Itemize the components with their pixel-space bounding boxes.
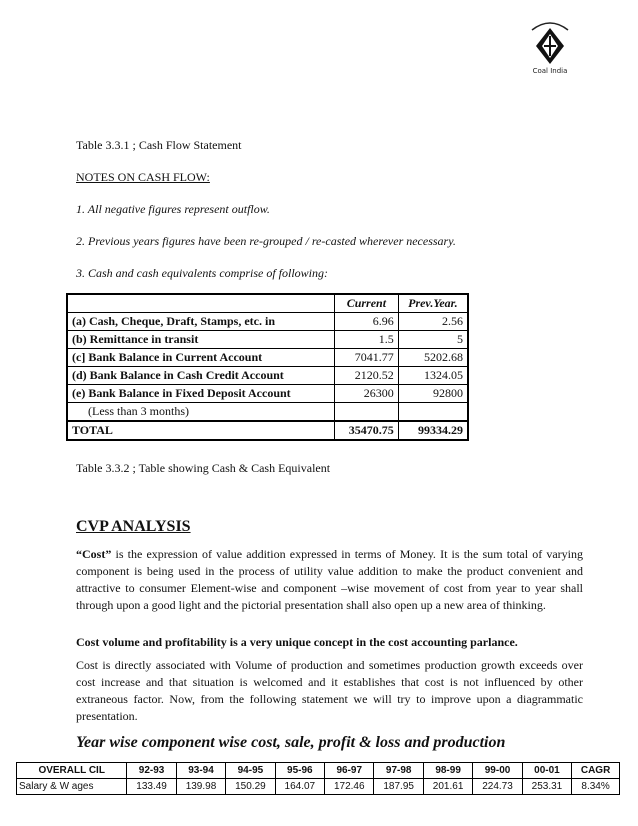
col-header: 99-00 (473, 763, 522, 779)
cell: 139.98 (176, 779, 225, 795)
table-row (67, 349, 468, 367)
row-prev: 92800 (398, 385, 468, 403)
cost-term: “Cost” (76, 547, 112, 561)
table-header-row (67, 294, 468, 313)
cell: 224.73 (473, 779, 522, 795)
col-header: CAGR (572, 763, 620, 779)
col-header: 97-98 (374, 763, 423, 779)
col-header: 94-95 (226, 763, 275, 779)
note-2: 2. Previous years figures have been re-grouped / re-casted wherever necessary. (76, 234, 456, 248)
cash-equivalents-table (66, 293, 469, 441)
cell: Salary & W ages (17, 779, 127, 795)
header-current: Current (335, 294, 399, 313)
row-label: (a) Cash, Cheque, Draft, Stamps, etc. in (67, 313, 335, 331)
row-current: 1.5 (335, 331, 399, 349)
coal-india-logo (518, 12, 582, 76)
cvp-paragraph-2: Cost volume and profitability is a very unique concept in the cost accounting parlance. (76, 635, 518, 649)
table-row (67, 367, 468, 385)
cell: 8.34% (572, 779, 620, 795)
row-current (335, 403, 399, 422)
overall-cil-table (16, 762, 620, 795)
col-header: 00-01 (522, 763, 571, 779)
col-header: OVERALL CIL (17, 763, 127, 779)
table-row (67, 385, 468, 403)
notes-heading: NOTES ON CASH FLOW: (76, 170, 210, 184)
cvp-heading: CVP ANALYSIS (76, 518, 191, 535)
row-label: (e) Bank Balance in Fixed Deposit Account (67, 385, 335, 403)
table-row (67, 313, 468, 331)
cvp-paragraph-1 (76, 546, 583, 614)
table-row (17, 779, 620, 795)
note-3: 3. Cash and cash equivalents comprise of following: (76, 266, 328, 280)
row-prev (398, 403, 468, 422)
table1-caption: Table 3.3.1 ; Cash Flow Statement (76, 138, 242, 152)
cvp-paragraph-3: Cost is directly associated with Volume of production and sometimes production growth exceeds over cost increase and that situation is welcomed and it establishes that cost is not influenced by other extraneous factor. Now, from the following statement we will try to improve upon a diagrammatic presentation. (76, 658, 583, 723)
total-current: 35470.75 (335, 421, 399, 440)
row-prev: 2.56 (398, 313, 468, 331)
col-header: 96-97 (325, 763, 374, 779)
note-1: 1. All negative figures represent outflow. (76, 202, 270, 216)
table-row (67, 403, 468, 422)
total-row (67, 421, 468, 440)
cell: 150.29 (226, 779, 275, 795)
row-current: 7041.77 (335, 349, 399, 367)
row-current: 2120.52 (335, 367, 399, 385)
cell: 164.07 (275, 779, 324, 795)
row-current: 26300 (335, 385, 399, 403)
cell: 187.95 (374, 779, 423, 795)
row-label: (c] Bank Balance in Current Account (67, 349, 335, 367)
table-row (67, 331, 468, 349)
year-wise-heading: Year wise component wise cost, sale, profit & loss and production (76, 734, 506, 751)
total-prev: 99334.29 (398, 421, 468, 440)
header-prev-year: Prev.Year. (398, 294, 468, 313)
row-current: 6.96 (335, 313, 399, 331)
cell: 201.61 (423, 779, 472, 795)
header-blank (67, 294, 335, 313)
total-label: TOTAL (67, 421, 335, 440)
cvp-paragraph-1-text: is the expression of value addition expressed in terms of Money. It is the sum total of varying component is being used in the process of utility value addition to make the product convenient and attractive to consumer Element-wise and component –wise movement of cost from year to year shall through upon a good light and the pictorial presentation shall also open up a new area of thinking. (76, 547, 583, 612)
cell: 253.31 (522, 779, 571, 795)
row-label: (b) Remittance in transit (67, 331, 335, 349)
table2-caption: Table 3.3.2 ; Table showing Cash & Cash Equivalent (76, 461, 331, 475)
col-header: 98-99 (423, 763, 472, 779)
col-header: 92-93 (127, 763, 176, 779)
svg-text:Coal India: Coal India (532, 67, 568, 75)
row-label: (d) Bank Balance in Cash Credit Account (67, 367, 335, 385)
row-prev: 5202.68 (398, 349, 468, 367)
row-prev: 1324.05 (398, 367, 468, 385)
cell: 172.46 (325, 779, 374, 795)
row-prev: 5 (398, 331, 468, 349)
cell: 133.49 (127, 779, 176, 795)
col-header: 93-94 (176, 763, 225, 779)
row-label: (Less than 3 months) (67, 403, 335, 422)
table-header-row (17, 763, 620, 779)
col-header: 95-96 (275, 763, 324, 779)
